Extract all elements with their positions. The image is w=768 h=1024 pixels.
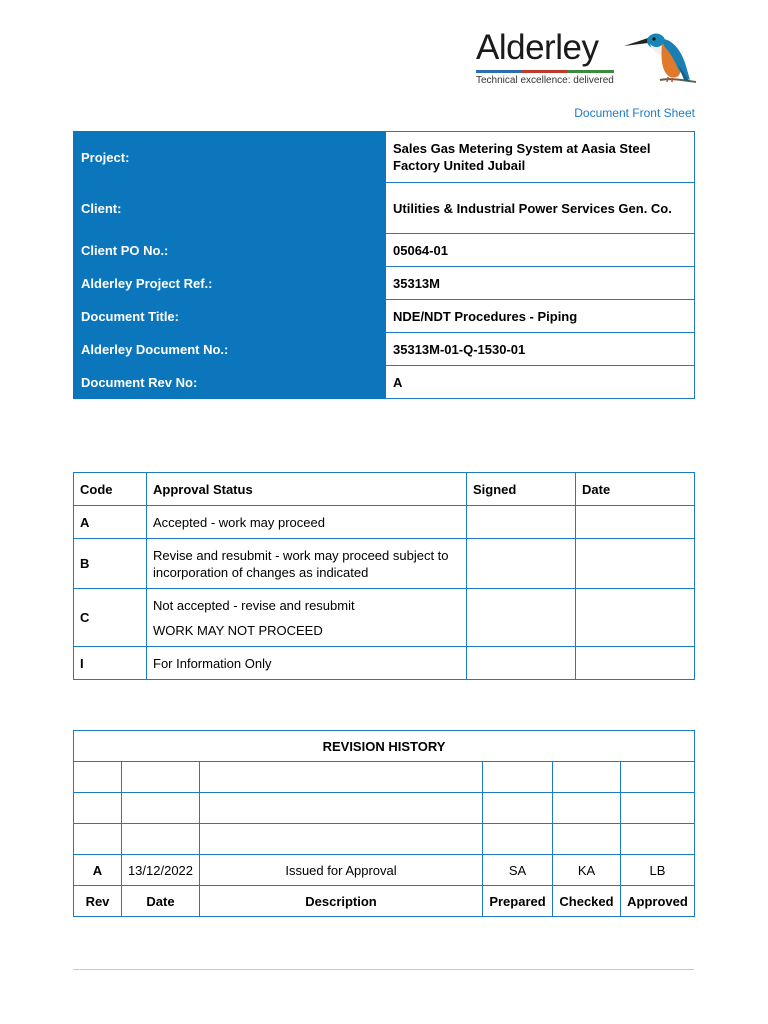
revision-title-row xyxy=(74,731,695,762)
empty-cell xyxy=(74,762,122,793)
empty-cell xyxy=(122,762,200,793)
empty-cell xyxy=(122,824,200,855)
revision-date: 13/12/2022 xyxy=(122,855,200,886)
empty-cell xyxy=(483,824,553,855)
header-checked: Checked xyxy=(553,886,621,917)
info-value: 05064-01 xyxy=(386,234,695,267)
empty-cell xyxy=(553,762,621,793)
info-value: A xyxy=(386,366,695,399)
logo-color-rule xyxy=(476,70,614,73)
approval-row-c xyxy=(74,589,695,647)
approval-date-cell[interactable] xyxy=(576,647,695,680)
approval-row-b xyxy=(74,539,695,589)
revision-checked: KA xyxy=(553,855,621,886)
empty-cell xyxy=(200,762,483,793)
empty-cell xyxy=(553,824,621,855)
empty-cell xyxy=(483,762,553,793)
approval-code: I xyxy=(74,647,147,680)
approval-status-table xyxy=(73,472,695,680)
info-row-document-title xyxy=(74,300,695,333)
approval-date-cell[interactable] xyxy=(576,589,695,647)
approval-code: B xyxy=(74,539,147,589)
empty-cell xyxy=(74,824,122,855)
revision-empty-row xyxy=(74,793,695,824)
revision-approved: LB xyxy=(621,855,695,886)
revision-empty-row xyxy=(74,762,695,793)
header-prepared: Prepared xyxy=(483,886,553,917)
header-date: Date xyxy=(576,473,695,506)
info-row-client xyxy=(74,183,695,234)
info-label: Project: xyxy=(74,132,386,183)
project-info-table xyxy=(73,131,695,399)
info-label: Client PO No.: xyxy=(74,234,386,267)
approval-status: Not accepted - revise and resubmit xyxy=(153,597,355,613)
empty-cell xyxy=(483,793,553,824)
approval-signed-cell[interactable] xyxy=(467,506,576,539)
empty-cell xyxy=(621,824,695,855)
empty-cell xyxy=(74,793,122,824)
header-approval-status: Approval Status xyxy=(147,473,467,506)
approval-date-cell[interactable] xyxy=(576,506,695,539)
document-front-sheet-label: Document Front Sheet xyxy=(574,106,695,120)
approval-date-cell[interactable] xyxy=(576,539,695,589)
info-value: Sales Gas Metering System at Aasia Steel Factory United Jubail xyxy=(386,132,695,183)
revision-rev: A xyxy=(74,855,122,886)
approval-signed-cell[interactable] xyxy=(467,589,576,647)
info-value: NDE/NDT Procedures - Piping xyxy=(386,300,695,333)
empty-cell xyxy=(621,762,695,793)
approval-status: Revise and resubmit - work may proceed subject to incorporation of changes as indicated xyxy=(147,539,467,589)
approval-row-a xyxy=(74,506,695,539)
revision-history-title: REVISION HISTORY xyxy=(74,731,695,762)
revision-entry-row xyxy=(74,855,695,886)
approval-status: For Information Only xyxy=(147,647,467,680)
approval-status-note: WORK MAY NOT PROCEED xyxy=(153,622,323,638)
alderley-logo xyxy=(448,24,696,104)
info-value: Utilities & Industrial Power Services Gen. Co. xyxy=(386,183,695,234)
header-rev: Rev xyxy=(74,886,122,917)
kingfisher-icon xyxy=(620,24,696,86)
empty-cell xyxy=(122,793,200,824)
info-label: Client: xyxy=(74,183,386,234)
approval-signed-cell[interactable] xyxy=(467,539,576,589)
info-row-client-po xyxy=(74,234,695,267)
header-signed: Signed xyxy=(467,473,576,506)
info-label: Alderley Document No.: xyxy=(74,333,386,366)
revision-empty-row xyxy=(74,824,695,855)
info-label: Alderley Project Ref.: xyxy=(74,267,386,300)
empty-cell xyxy=(200,793,483,824)
approval-status: Accepted - work may proceed xyxy=(147,506,467,539)
approval-code: C xyxy=(74,589,147,647)
approval-signed-cell[interactable] xyxy=(467,647,576,680)
header-description: Description xyxy=(200,886,483,917)
approval-row-i xyxy=(74,647,695,680)
revision-description: Issued for Approval xyxy=(200,855,483,886)
empty-cell xyxy=(200,824,483,855)
approval-code: A xyxy=(74,506,147,539)
info-value: 35313M xyxy=(386,267,695,300)
info-label: Document Title: xyxy=(74,300,386,333)
header-date: Date xyxy=(122,886,200,917)
logo-wordmark: Alderley xyxy=(476,28,599,67)
info-value: 35313M-01-Q-1530-01 xyxy=(386,333,695,366)
approval-header-row xyxy=(74,473,695,506)
logo-tagline: Technical excellence: delivered xyxy=(476,75,614,86)
info-row-project-ref xyxy=(74,267,695,300)
info-label: Document Rev No: xyxy=(74,366,386,399)
info-row-rev-no xyxy=(74,366,695,399)
header-approved: Approved xyxy=(621,886,695,917)
approval-status-cell xyxy=(147,589,467,647)
empty-cell xyxy=(553,793,621,824)
header-code: Code xyxy=(74,473,147,506)
revision-prepared: SA xyxy=(483,855,553,886)
footer-divider xyxy=(73,969,694,970)
info-row-document-no xyxy=(74,333,695,366)
revision-history-table xyxy=(73,730,695,917)
empty-cell xyxy=(621,793,695,824)
revision-header-row xyxy=(74,886,695,917)
info-row-project xyxy=(74,132,695,183)
